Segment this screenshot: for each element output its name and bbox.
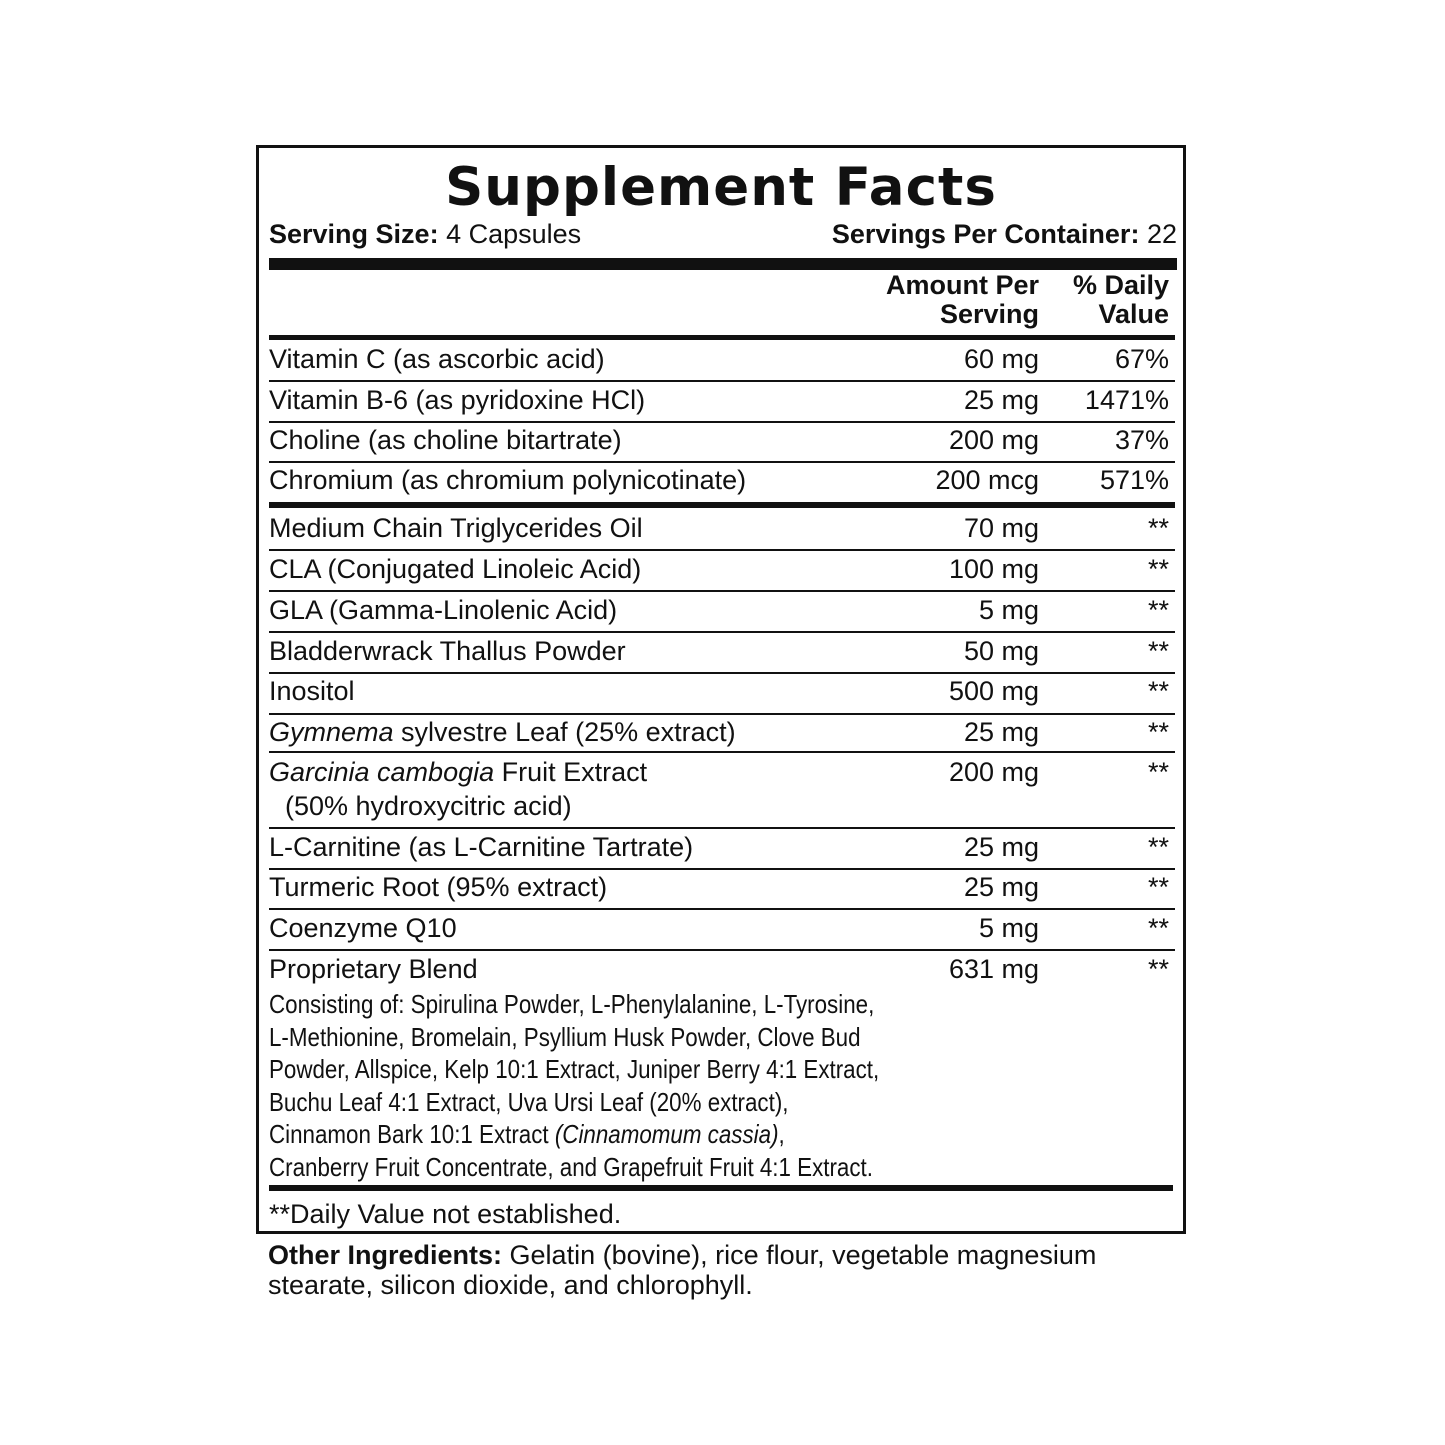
ingredient-name: Chromium (as chromium polynicotinate): [269, 465, 747, 495]
ingredient-name: Bladderwrack Thallus Powder: [269, 636, 626, 666]
ingredient-amount: 25 mg: [963, 872, 1039, 902]
row-divider: [269, 461, 1175, 463]
ingredient-name: Turmeric Root (95% extract): [269, 872, 608, 902]
daily-value-header: % Daily Value: [1072, 270, 1169, 329]
ingredient-dv: **: [1147, 554, 1169, 584]
other-ingredients-label: Other Ingredients:: [268, 1240, 503, 1270]
ingredient-name: Medium Chain Triglycerides Oil: [269, 513, 643, 543]
ingredient-amount: 200 mcg: [935, 465, 1039, 495]
amount-header: Amount Per Serving: [885, 270, 1039, 329]
other-ingredients-text: Gelatin (bovine), rice flour, vegetable magnesium stearate, silicon dioxide, and chlorophyll.: [268, 1240, 1097, 1300]
ingredient-name: Gymnema sylvestre Leaf (25% extract): [269, 717, 736, 747]
ingredient-name: Choline (as choline bitartrate): [269, 425, 622, 455]
row-divider: [269, 827, 1175, 829]
ingredient-dv: **: [1147, 676, 1169, 706]
supplement-facts-panel: [256, 145, 1186, 1234]
ingredient-dv: **: [1147, 513, 1169, 543]
row-divider: [269, 868, 1175, 870]
ingredient-name: L-Carnitine (as L-Carnitine Tartrate): [269, 832, 694, 862]
medium-divider: [269, 335, 1175, 340]
ingredient-name: Vitamin B-6 (as pyridoxine HCl): [269, 385, 646, 415]
ingredient-dv: **: [1147, 717, 1169, 747]
ingredient-dv: **: [1147, 595, 1169, 625]
row-divider: [269, 949, 1175, 951]
ingredient-amount: 5 mg: [978, 595, 1039, 625]
ingredient-amount: 50 mg: [963, 636, 1039, 666]
row-divider: [269, 549, 1175, 551]
row-divider: [269, 590, 1175, 592]
ingredient-dv: 37%: [1114, 425, 1169, 455]
ingredient-dv: **: [1147, 954, 1169, 984]
ingredient-name: CLA (Conjugated Linoleic Acid): [269, 554, 642, 584]
row-divider: [269, 713, 1175, 715]
ingredient-name: Inositol: [269, 676, 355, 706]
ingredient-name: Vitamin C (as ascorbic acid): [269, 344, 605, 374]
row-divider: [269, 672, 1175, 674]
row-divider: [269, 908, 1175, 910]
footnote: **Daily Value not established.: [269, 1199, 622, 1229]
ingredient-name: Proprietary Blend: [269, 954, 478, 984]
ingredient-dv: **: [1147, 636, 1169, 666]
ingredient-name: Garcinia cambogia Fruit Extract: [269, 757, 648, 787]
ingredient-amount: 200 mg: [948, 757, 1039, 787]
servings-per-container: Servings Per Container: 22: [831, 219, 1177, 249]
ingredient-name: GLA (Gamma-Linolenic Acid): [269, 595, 618, 625]
medium-divider: [269, 1185, 1173, 1191]
row-divider: [269, 421, 1175, 423]
ingredient-amount: 25 mg: [963, 832, 1039, 862]
row-divider: [269, 380, 1175, 382]
ingredient-subtext: (50% hydroxycitric acid): [285, 791, 572, 821]
ingredient-dv: 571%: [1099, 465, 1169, 495]
ingredient-amount: 100 mg: [948, 554, 1039, 584]
thick-divider: [269, 258, 1177, 270]
medium-divider: [269, 502, 1175, 508]
ingredient-amount: 25 mg: [963, 717, 1039, 747]
ingredient-amount: 200 mg: [948, 425, 1039, 455]
ingredient-dv: 67%: [1114, 344, 1169, 374]
ingredient-dv: **: [1147, 832, 1169, 862]
ingredient-amount: 70 mg: [963, 513, 1039, 543]
row-divider: [269, 631, 1175, 633]
proprietary-blend-description: Consisting of: Spirulina Powder, L-Phenylalanine, L-Tyrosine, L-Methionine, Bromelain, Psyllium Husk Powder, Clove Bud Powder, Allspice, Kelp 10:1 Extract, Juniper Berry 4:1 Extract, Buchu Leaf 4:1 Extract, Uva Ursi Leaf (20% extract), Cinnamon Bark 10:1 Extract (Cinnamomum cassia), Cranberry Fruit Concentrate, and Grapefruit Fruit 4:1 Extract.: [269, 989, 880, 1182]
panel-title: Supplement Facts: [445, 157, 997, 218]
ingredient-amount: 60 mg: [963, 344, 1039, 374]
ingredient-dv: **: [1147, 872, 1169, 902]
ingredient-amount: 25 mg: [963, 385, 1039, 415]
ingredient-amount: 631 mg: [948, 954, 1039, 984]
serving-size: Serving Size: 4 Capsules: [269, 219, 582, 249]
ingredient-amount: 5 mg: [978, 913, 1039, 943]
ingredient-name: Coenzyme Q10: [269, 913, 457, 943]
ingredient-dv: **: [1147, 757, 1169, 787]
ingredient-dv: **: [1147, 913, 1169, 943]
row-divider: [269, 751, 1175, 753]
ingredient-dv: 1471%: [1084, 385, 1169, 415]
ingredient-amount: 500 mg: [948, 676, 1039, 706]
other-ingredients: [268, 1240, 1198, 1300]
